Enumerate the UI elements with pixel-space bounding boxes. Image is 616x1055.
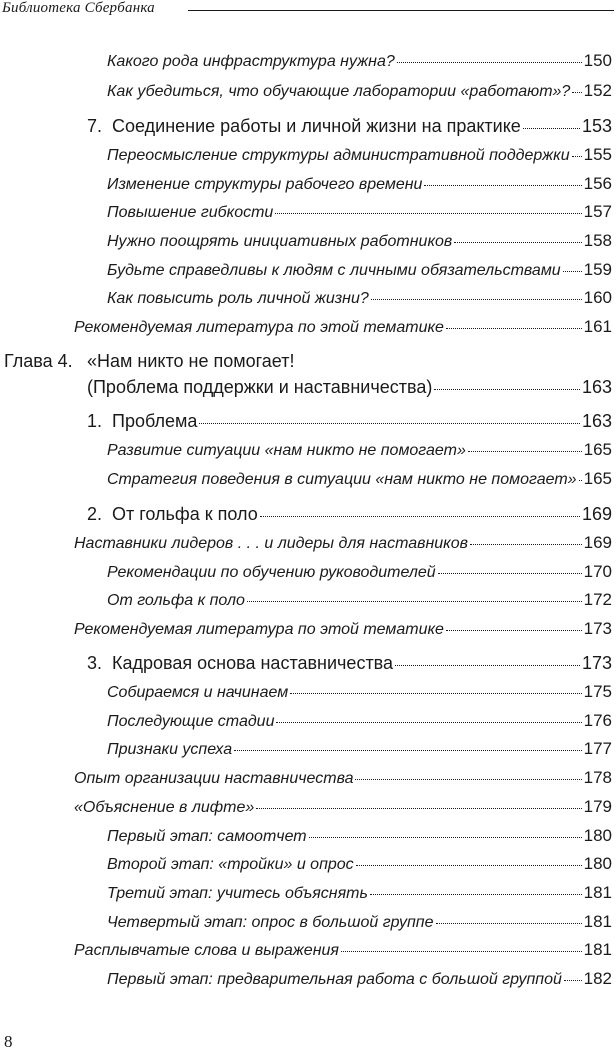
toc-entry-page: 165 — [583, 469, 612, 488]
toc-entry — [74, 768, 612, 789]
toc-entry-title: Кадровая основа наставничества — [112, 653, 394, 673]
toc-entry-title: Соединение работы и личной жизни на практике — [112, 116, 521, 136]
toc-section-entry — [87, 410, 612, 432]
toc-entry-page: 175 — [583, 682, 612, 701]
leader-dots — [563, 270, 582, 272]
leader-dots — [276, 721, 581, 723]
leader-dots — [572, 155, 582, 157]
leader-dots — [564, 979, 582, 981]
toc-entry-page: 172 — [583, 590, 612, 609]
toc-entry-page: 181 — [583, 940, 612, 959]
toc-entry-page: 155 — [583, 145, 612, 164]
toc-entry — [107, 145, 612, 166]
toc-section-entry — [87, 115, 612, 137]
toc-entry-page: 158 — [583, 231, 612, 250]
toc-entry-page: 176 — [583, 711, 612, 730]
toc-entry-page: 163 — [581, 411, 612, 431]
toc-entry — [107, 288, 612, 309]
leader-dots — [256, 807, 581, 809]
toc-entry-page: 165 — [583, 440, 612, 459]
toc-section-entry — [87, 652, 612, 674]
leader-dots — [234, 749, 581, 751]
toc-entry-title: Рекомендуемая литература по этой тематике — [74, 319, 444, 336]
toc-entry-page: 152 — [583, 81, 612, 100]
toc-entry-title: Повышение гибкости — [107, 204, 274, 221]
toc-entry-title: Опыт организации наставничества — [74, 770, 354, 787]
toc-entry — [107, 854, 612, 875]
toc-entry-title: Переосмысление структуры административной поддержки — [107, 147, 570, 164]
toc-entry-title: «Объяснение в лифте» — [74, 799, 255, 816]
toc-entry — [107, 590, 612, 611]
leader-dots — [434, 388, 580, 390]
chapter-title: «Нам никто не помогает! — [87, 351, 295, 371]
toc-entry-title: Собираемся и начинаем — [107, 684, 289, 701]
toc-entry-title: Последующие стадии — [107, 713, 275, 730]
toc-entry — [74, 317, 612, 338]
toc-entry-title: Признаки успеха — [107, 741, 233, 758]
toc-entry-page: 173 — [581, 653, 612, 673]
toc-entry-title: Развитие ситуации «нам никто не помогает» — [107, 442, 466, 459]
leader-dots — [370, 893, 582, 895]
toc-entry-page: 157 — [583, 202, 612, 221]
toc-entry-page: 156 — [583, 174, 612, 193]
chapter-title-entry — [87, 376, 612, 398]
toc-section-number: 1. — [87, 411, 103, 431]
toc-entry-page: 170 — [583, 562, 612, 581]
toc-entry-page: 181 — [583, 912, 612, 931]
toc-entry-title: Второй этап: «тройки» и опрос — [107, 856, 354, 873]
toc-section-number: 7. — [87, 116, 103, 136]
toc-entry-page: 160 — [583, 288, 612, 307]
toc-entry — [74, 533, 612, 554]
toc-entry-title: Какого рода инфраструктура нужна? — [107, 53, 395, 70]
toc-entry — [107, 260, 612, 281]
toc-entry-title: Проблема — [112, 411, 198, 431]
leader-dots — [446, 327, 582, 329]
toc-entry-title: Стратегия поведения в ситуации «нам никто не помогает» — [107, 471, 577, 488]
toc-entry-title: От гольфа к поло — [112, 504, 258, 524]
toc-entry-title: Первый этап: самоотчет — [107, 828, 307, 845]
toc-entry-page: 178 — [583, 768, 612, 787]
toc-entry-title: Рекомендуемая литература по этой тематике — [74, 621, 444, 638]
toc-entry-title: Расплывчатые слова и выражения — [74, 942, 339, 959]
leader-dots — [260, 515, 580, 517]
leader-dots — [438, 572, 582, 574]
toc-entry-title: Изменение структуры рабочего времени — [107, 176, 423, 193]
toc-entry — [107, 469, 612, 490]
toc-entry — [107, 562, 612, 583]
leader-dots — [355, 778, 581, 780]
toc-entry — [107, 682, 612, 703]
leader-dots — [470, 543, 582, 545]
leader-dots — [275, 212, 581, 214]
leader-dots — [397, 61, 582, 63]
toc-entry-page: 169 — [581, 504, 612, 524]
toc-entry-title: Как убедиться, что обучающие лаборатории «работают»? — [107, 83, 571, 100]
toc-entry-title: Первый этап: предварительная работа с большой группой — [107, 971, 562, 988]
leader-dots — [424, 184, 581, 186]
leader-dots — [247, 600, 582, 602]
toc-section-number: 3. — [87, 653, 103, 673]
toc-entry-title: Будьте справедливы к людям с личными обязательствами — [107, 262, 561, 279]
toc-entry-page: 163 — [581, 377, 612, 397]
leader-dots — [290, 692, 581, 694]
toc-section-number: 2. — [87, 504, 103, 524]
toc-entry — [107, 711, 612, 732]
toc-entry — [74, 797, 612, 818]
leader-dots — [371, 298, 582, 300]
toc-entry-page: 150 — [583, 51, 612, 70]
leader-dots — [468, 450, 582, 452]
toc-entry-page: 161 — [583, 317, 612, 336]
toc-entry — [107, 202, 612, 223]
leader-dots — [579, 479, 582, 481]
toc-entry-title: Наставники лидеров . . . и лидеры для наставников — [74, 535, 468, 552]
leader-dots — [341, 950, 582, 952]
toc-entry-page: 179 — [583, 797, 612, 816]
toc-entry-title: Рекомендации по обучению руководителей — [107, 564, 436, 581]
toc-entry — [107, 826, 612, 847]
leader-dots — [454, 241, 581, 243]
toc-entry — [107, 51, 612, 72]
toc-entry-page: 173 — [583, 619, 612, 638]
toc-entry — [107, 440, 612, 461]
toc-entry-page: 180 — [583, 826, 612, 845]
toc-entry-page: 153 — [581, 116, 612, 136]
toc-entry-title: Нужно поощрять инициативных работников — [107, 233, 453, 250]
toc-entry — [107, 231, 612, 252]
toc-entry — [107, 174, 612, 195]
chapter-label: Глава 4. — [4, 351, 73, 371]
toc-entry-title: Четвертый этап: опрос в большой группе — [107, 914, 434, 931]
toc-entry — [107, 912, 612, 933]
toc-entry — [74, 940, 612, 961]
toc-entry-title: Как повысить роль личной жизни? — [107, 290, 369, 307]
toc-entry-page: 182 — [583, 969, 612, 988]
toc-entry-page: 159 — [583, 260, 612, 279]
toc-entry-page: 177 — [583, 739, 612, 758]
toc-entry — [107, 739, 612, 760]
page-number: 8 — [4, 1032, 13, 1051]
leader-dots — [446, 629, 582, 631]
toc-section-entry — [87, 503, 612, 525]
toc-entry-page: 180 — [583, 854, 612, 873]
leader-dots — [199, 422, 580, 424]
leader-dots — [523, 127, 580, 129]
toc-entry-title: Третий этап: учитесь объяснять — [107, 885, 368, 902]
toc-entry — [107, 81, 612, 102]
toc-entry — [107, 969, 612, 990]
running-header-title: Библиотека Сбербанка — [2, 0, 155, 16]
toc-entry-page: 169 — [583, 533, 612, 552]
toc-entry — [107, 883, 612, 904]
leader-dots — [436, 922, 582, 924]
toc-entry-title: От гольфа к поло — [107, 592, 245, 609]
toc-entry-page: 181 — [583, 883, 612, 902]
toc-entry — [74, 619, 612, 640]
chapter-subtitle: (Проблема поддержки и наставничества) — [87, 377, 433, 397]
leader-dots — [356, 864, 582, 866]
leader-dots — [395, 664, 580, 666]
leader-dots — [572, 91, 581, 93]
leader-dots — [309, 836, 582, 838]
